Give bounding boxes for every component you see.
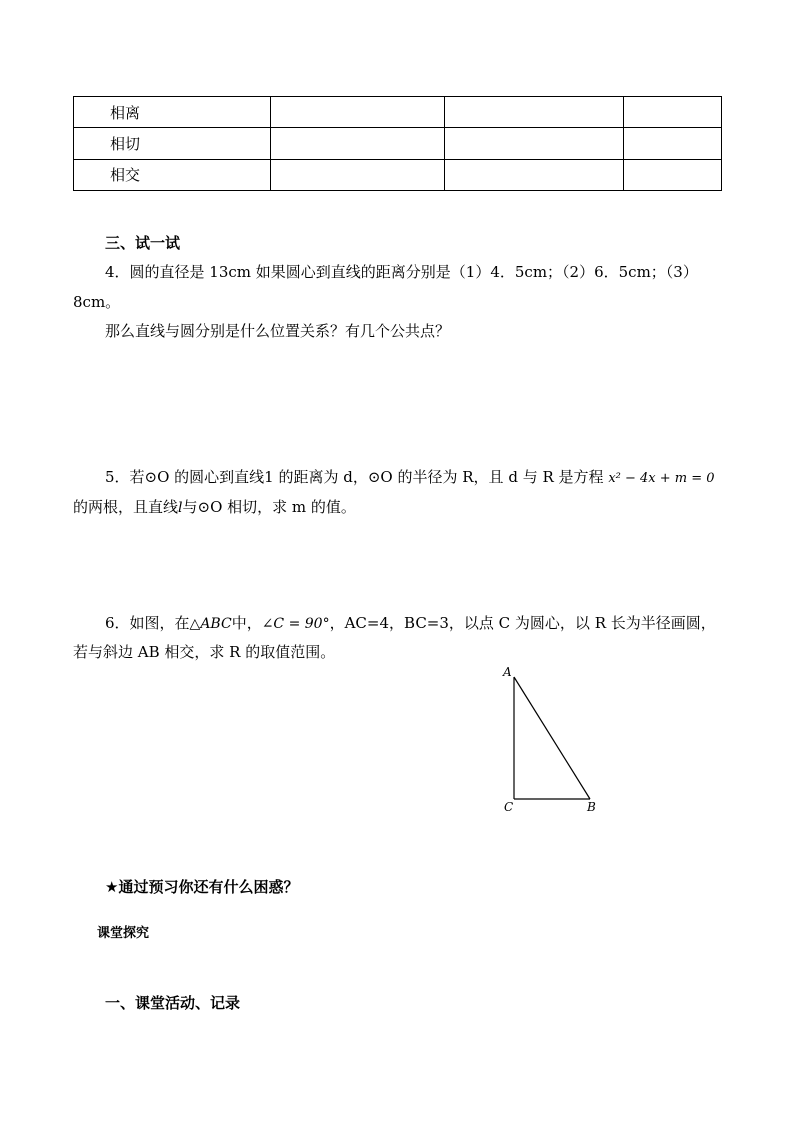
activity-heading: 一、课堂活动、记录 — [105, 994, 241, 1012]
table-cell — [271, 97, 445, 128]
table-row — [74, 128, 722, 159]
question-5-line-2 — [73, 496, 356, 517]
question-6-line-2: 若与斜边 AB 相交，求 R 的取值范围。 — [73, 643, 336, 661]
question-5-equation: x² − 4x + m = 0 — [608, 471, 715, 486]
table-cell — [624, 97, 722, 128]
preview-question: ★通过预习你还有什么困惑？ — [105, 878, 299, 896]
position-relation-table — [73, 96, 722, 191]
right-triangle-figure — [495, 662, 605, 822]
vertex-b-label: B — [587, 800, 596, 814]
section-heading: 三、试一试 — [105, 234, 181, 252]
table-cell — [624, 128, 722, 159]
row-label: 相切 — [74, 128, 271, 159]
angle-expression: ∠C = 90° — [261, 616, 330, 632]
question-5-text: 5．若⊙O 的圆心到直线1 的距离为 d，⊙O 的半径为 R，且 d 与 R 是方程 — [105, 468, 604, 486]
question-6-line-1 — [105, 612, 716, 633]
question-6-text: ，AC=4，BC=3，以点 C 为圆心，以 R 长为半径画圆， — [329, 614, 716, 632]
table-cell — [445, 159, 624, 190]
table-cell — [445, 97, 624, 128]
row-label: 相交 — [74, 159, 271, 190]
row-label: 相离 — [74, 97, 271, 128]
table-cell — [445, 128, 624, 159]
side-ab — [514, 677, 590, 799]
table-cell — [624, 159, 722, 190]
vertex-a-label: A — [503, 665, 512, 679]
table-cell — [271, 128, 445, 159]
question-5-line-1 — [105, 466, 715, 487]
question-4-line-3: 那么直线与圆分别是什么位置关系？有几个公共点？ — [105, 322, 451, 340]
question-5-text: 与⊙O 相切，求 m 的值。 — [182, 498, 356, 516]
question-4-line-2: 8cm。 — [73, 293, 121, 311]
table-row — [74, 97, 722, 128]
triangle-symbol: △ABC — [189, 616, 232, 632]
vertex-c-label: C — [504, 800, 514, 814]
question-6-text: 6．如图，在 — [105, 614, 190, 632]
question-6-text: 中， — [231, 614, 262, 632]
classroom-explore-heading: 课堂探究 — [97, 926, 150, 941]
table-cell — [271, 159, 445, 190]
line-l-symbol: l — [178, 500, 183, 516]
table-row — [74, 159, 722, 190]
question-4-line-1: 4．圆的直径是 13cm 如果圆心到直线的距离分别是（1）4．5cm；（2）6．5cm；（3） — [105, 263, 698, 281]
question-5-text: 的两根，且直线 — [73, 498, 179, 516]
